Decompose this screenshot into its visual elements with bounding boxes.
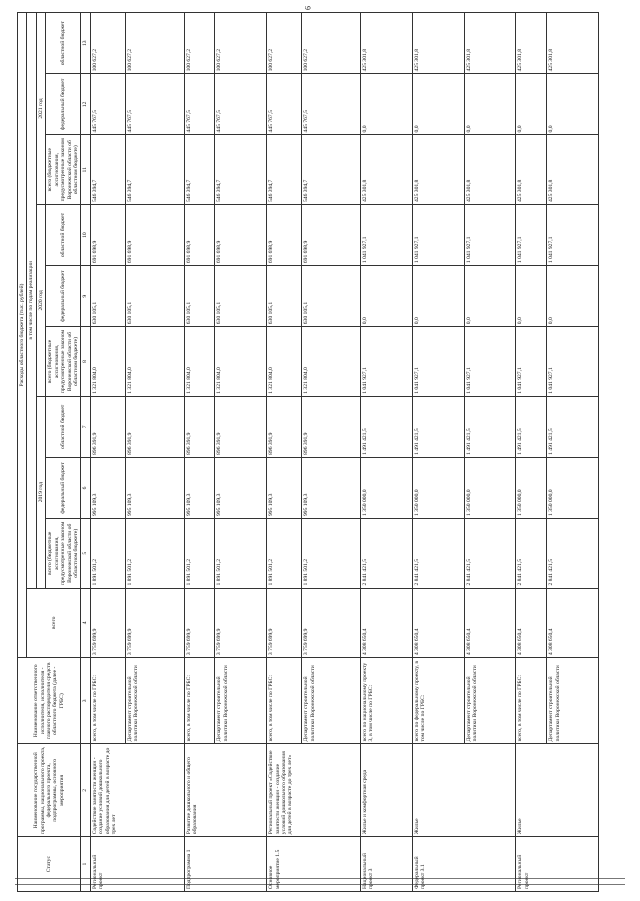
cell-value: 995 109,3 — [90, 457, 125, 518]
cell-value: 1 491 421,5 — [360, 396, 412, 457]
header-year-2019: 2019 год — [36, 396, 45, 588]
cell-value: 1 891 501,2 — [184, 519, 215, 589]
cell-value: 0,0 — [412, 74, 464, 135]
table-row — [412, 13, 464, 892]
header-expenses: Расходы областного бюджета (тыс. рублей) — [18, 13, 27, 658]
cell-value: 896 391,9 — [184, 396, 215, 457]
cell-value: 425 301,8 — [360, 13, 412, 74]
cell-value: 0,0 — [516, 74, 547, 135]
cell-value: 546 394,7 — [184, 135, 215, 205]
cell-value: 2 841 421,5 — [547, 519, 599, 589]
cell-executor: всего, в том числе по ГРБС: — [90, 658, 125, 744]
cell-value: 630 105,1 — [125, 266, 184, 327]
cell-value: 1 491 421,5 — [547, 396, 599, 457]
header-executor: Наименование ответственного исполнителя, исполнителя - главного распорядителя средств областного бюджета (далее - ГРБС) — [18, 658, 81, 744]
col-num: 2 — [81, 744, 90, 837]
table-row — [360, 13, 412, 892]
cell-value: 630 105,1 — [267, 266, 302, 327]
column-number-row — [81, 13, 90, 892]
cell-value: 100 627,2 — [215, 13, 267, 74]
col-num: 10 — [81, 205, 90, 266]
cell-value: 445 767,5 — [267, 74, 302, 135]
cell-executor: всего, в том числе по ГРБС: — [516, 658, 547, 744]
cell-value: 1 041 927,1 — [464, 205, 516, 266]
cell-value: 4 308 650,4 — [412, 588, 464, 658]
col-num: 13 — [81, 13, 90, 74]
cell-value: 1 891 501,2 — [90, 519, 125, 589]
cell-value: 691 698,9 — [302, 205, 361, 266]
header-year-2021: 2021 год — [36, 13, 45, 205]
header-status: Статус — [18, 837, 81, 892]
cell-value: 0,0 — [464, 74, 516, 135]
cell-executor: Департамент строительной политики Воронежской области — [302, 658, 361, 744]
cell-value: 445 767,5 — [125, 74, 184, 135]
table-row — [267, 13, 302, 892]
header-2020-fed: федеральный бюджет — [46, 266, 81, 327]
cell-value: 546 394,7 — [267, 135, 302, 205]
cell-value: 630 105,1 — [184, 266, 215, 327]
cell-value: 0,0 — [516, 266, 547, 327]
cell-status: Национальный проект 3 — [360, 837, 412, 892]
cell-value: 546 394,7 — [125, 135, 184, 205]
cell-program: Жилье — [412, 744, 516, 837]
cell-value: 995 109,3 — [302, 457, 361, 518]
cell-value: 1 041 927,1 — [360, 327, 412, 397]
cell-value: 0,0 — [547, 74, 599, 135]
cell-value: 1 891 501,2 — [267, 519, 302, 589]
header-by-years: в том числе по годам реализации — [27, 13, 36, 589]
cell-value: 691 698,9 — [215, 205, 267, 266]
table-row — [516, 13, 547, 892]
header-2020-reg: областной бюджет — [46, 205, 81, 266]
cell-program: Региональный проект «Содействие занятости женщин - создание условий дошкольного образования для детей в возрасте до трех лет» — [267, 744, 361, 837]
table-row — [90, 13, 125, 892]
cell-executor: всего, в том числе по ГРБС: — [267, 658, 302, 744]
cell-value: 1 041 927,1 — [547, 327, 599, 397]
table-row — [184, 13, 215, 892]
cell-value: 896 391,9 — [215, 396, 267, 457]
cell-value: 1 350 000,0 — [360, 457, 412, 518]
cell-executor: всего по федеральному проекту, в том числе по ГРБС: — [412, 658, 464, 744]
cell-value: 896 391,9 — [267, 396, 302, 457]
col-num: 6 — [81, 457, 90, 518]
header-year-2020: 2020 год — [36, 205, 45, 397]
cell-value: 0,0 — [360, 74, 412, 135]
cell-value: 995 109,3 — [215, 457, 267, 518]
cell-value: 3 759 699,9 — [267, 588, 302, 658]
cell-value: 691 698,9 — [125, 205, 184, 266]
cell-value: 1 041 927,1 — [360, 205, 412, 266]
cell-status: Основное мероприятие 1.5 — [267, 837, 361, 892]
cell-value: 2 841 421,5 — [360, 519, 412, 589]
cell-value: 995 109,3 — [184, 457, 215, 518]
budget-table — [17, 12, 599, 892]
cell-status: Региональный проект — [90, 837, 184, 892]
cell-value: 995 109,3 — [125, 457, 184, 518]
cell-value: 3 759 699,9 — [90, 588, 125, 658]
cell-program: Жилье — [516, 744, 599, 837]
cell-value: 2 841 421,5 — [464, 519, 516, 589]
cell-value: 1 041 927,1 — [516, 327, 547, 397]
cell-value: 1 350 000,0 — [464, 457, 516, 518]
col-num: 1 — [81, 837, 90, 892]
cell-value: 3 759 699,9 — [125, 588, 184, 658]
header-2019-all: всего (бюджетные ассигнования, предусмотренные законом Воронежской области об областном бюджете) — [46, 519, 81, 589]
cell-value: 4 308 650,4 — [516, 588, 547, 658]
cell-executor: Департамент строительной политики Воронежской области — [125, 658, 184, 744]
cell-program: Развитие дошкольного и общего образования — [184, 744, 267, 837]
cell-value: 425 301,8 — [464, 135, 516, 205]
cell-value: 546 394,7 — [302, 135, 361, 205]
header-2021-fed: федеральный бюджет — [46, 74, 81, 135]
cell-value: 896 391,9 — [90, 396, 125, 457]
cell-value: 0,0 — [547, 266, 599, 327]
cell-value: 4 308 650,4 — [547, 588, 599, 658]
header-2019-fed: федеральный бюджет — [46, 457, 81, 518]
cell-value: 2 841 421,5 — [516, 519, 547, 589]
cell-value: 1 041 927,1 — [547, 205, 599, 266]
cell-value: 1 321 804,0 — [215, 327, 267, 397]
cell-value: 1 321 804,0 — [90, 327, 125, 397]
cell-executor: Департамент строительной политики Воронежской области — [547, 658, 599, 744]
cell-executor: Департамент строительной политики Воронежской области — [215, 658, 267, 744]
col-num: 11 — [81, 135, 90, 205]
cell-value: 100 627,2 — [125, 13, 184, 74]
cell-value: 1 041 927,1 — [516, 205, 547, 266]
col-num: 3 — [81, 658, 90, 744]
cell-program: Содействие занятости женщин - создание условий дошкольного образования для детей в возрасте до трех лет — [90, 744, 184, 837]
cell-value: 445 767,5 — [90, 74, 125, 135]
cell-value: 425 301,8 — [464, 13, 516, 74]
cell-value: 1 491 421,5 — [516, 396, 547, 457]
header-2021-all: всего (бюджетные ассигнования, предусмотренные законом Воронежской области об областном бюджете) — [46, 135, 81, 205]
cell-value: 425 301,8 — [547, 13, 599, 74]
page-number: 9 — [303, 6, 312, 10]
cell-value: 445 767,5 — [184, 74, 215, 135]
cell-value: 691 698,9 — [184, 205, 215, 266]
cell-value: 1 491 421,5 — [412, 396, 464, 457]
cell-value: 546 394,7 — [215, 135, 267, 205]
cell-value: 1 491 421,5 — [464, 396, 516, 457]
cell-value: 1 891 501,2 — [302, 519, 361, 589]
cell-value: 100 627,2 — [90, 13, 125, 74]
header-2019-reg: областной бюджет — [46, 396, 81, 457]
cell-value: 100 627,2 — [184, 13, 215, 74]
cell-value: 425 301,8 — [516, 13, 547, 74]
header-program: Наименование государственной программы, национального проекта, федерального проекта, подпрограммы, основного мероприятия — [18, 744, 81, 837]
cell-status: Подпрограмма 1 — [184, 837, 267, 892]
col-num: 8 — [81, 327, 90, 397]
cell-value: 1 041 927,1 — [412, 205, 464, 266]
cell-value: 4 308 650,4 — [464, 588, 516, 658]
cell-program: Жилье и комфортная среда — [360, 744, 412, 837]
cell-value: 1 321 804,0 — [267, 327, 302, 397]
cell-executor: всего, в том числе по ГРБС: — [184, 658, 215, 744]
cell-value: 2 841 421,5 — [412, 519, 464, 589]
cell-value: 1 321 804,0 — [302, 327, 361, 397]
cell-value: 630 105,1 — [90, 266, 125, 327]
cell-value: 630 105,1 — [215, 266, 267, 327]
cell-value: 3 759 699,9 — [215, 588, 267, 658]
cell-value: 3 759 699,9 — [184, 588, 215, 658]
cell-value: 1 350 000,0 — [547, 457, 599, 518]
cell-value: 3 759 699,9 — [302, 588, 361, 658]
cell-value: 100 627,2 — [267, 13, 302, 74]
cell-value: 691 698,9 — [90, 205, 125, 266]
cell-value: 896 391,9 — [302, 396, 361, 457]
cell-value: 995 109,3 — [267, 457, 302, 518]
cell-value: 425 301,8 — [412, 13, 464, 74]
col-num: 7 — [81, 396, 90, 457]
cell-value: 630 105,1 — [302, 266, 361, 327]
cell-value: 0,0 — [360, 266, 412, 327]
cell-value: 425 301,8 — [360, 135, 412, 205]
cell-executor: всего по национальному проекту 3, в том числе по ГРБС: — [360, 658, 412, 744]
cell-value: 1 891 501,2 — [125, 519, 184, 589]
cell-value: 1 321 804,0 — [125, 327, 184, 397]
rotated-table-container — [17, 12, 599, 892]
cell-value: 546 394,7 — [90, 135, 125, 205]
header-total: всего — [27, 588, 81, 658]
cell-value: 1 350 000,0 — [516, 457, 547, 518]
cell-status: Региональный проект — [516, 837, 599, 892]
header-2021-reg: областной бюджет — [46, 13, 81, 74]
cell-value: 896 391,9 — [125, 396, 184, 457]
col-num: 4 — [81, 588, 90, 658]
cell-value: 691 698,9 — [267, 205, 302, 266]
cell-value: 445 767,5 — [215, 74, 267, 135]
cell-executor: Департамент строительной политики Воронежской области — [464, 658, 516, 744]
cell-value: 445 767,5 — [302, 74, 361, 135]
header-2020-all: всего (бюджетные ассигнования, предусмотренные законом Воронежской области об областном бюджете) — [46, 327, 81, 397]
col-num: 9 — [81, 266, 90, 327]
cell-value: 0,0 — [464, 266, 516, 327]
col-num: 5 — [81, 519, 90, 589]
cell-value: 1 041 927,1 — [412, 327, 464, 397]
cell-value: 425 301,8 — [412, 135, 464, 205]
cell-status: Федеральный проект 3.1 — [412, 837, 516, 892]
cell-value: 425 301,8 — [547, 135, 599, 205]
cell-value: 425 301,8 — [516, 135, 547, 205]
cell-value: 100 627,2 — [302, 13, 361, 74]
cell-value: 1 891 501,2 — [215, 519, 267, 589]
col-num: 12 — [81, 74, 90, 135]
cell-value: 0,0 — [412, 266, 464, 327]
cell-value: 1 321 804,0 — [184, 327, 215, 397]
cell-value: 4 308 650,4 — [360, 588, 412, 658]
cell-value: 1 041 927,1 — [464, 327, 516, 397]
cell-value: 1 350 000,0 — [412, 457, 464, 518]
